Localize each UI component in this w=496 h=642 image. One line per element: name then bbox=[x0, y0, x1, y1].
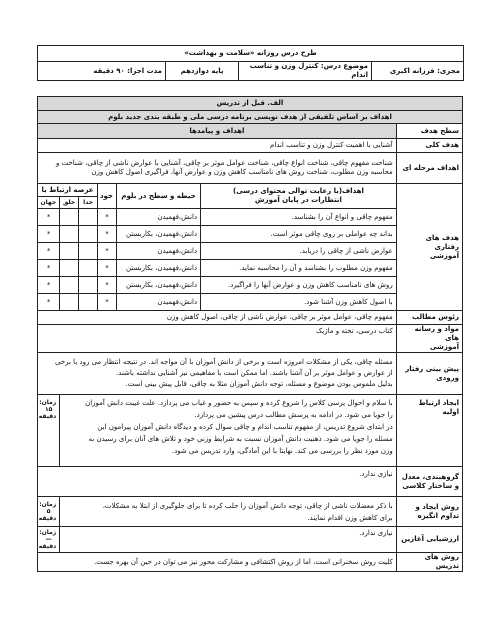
objective-god-mark bbox=[79, 294, 98, 311]
objective-domain: دانش،فهمیدن bbox=[116, 243, 200, 260]
general-goal-label: هدف کلی bbox=[396, 139, 462, 153]
section-a-title: الف. قبل از تدریس bbox=[38, 97, 463, 111]
motivation-time bbox=[38, 497, 60, 527]
objective-self-mark: * bbox=[98, 209, 117, 226]
objective-world-mark: * bbox=[38, 294, 60, 311]
objective-world-mark: * bbox=[38, 277, 60, 294]
relation-header: عرصه ارتباط با bbox=[38, 184, 98, 197]
objectives-header bbox=[201, 184, 397, 209]
motivation-line: برای کاهش وزن اقدام نمایند. bbox=[307, 513, 393, 522]
objective-creation-mark bbox=[60, 209, 79, 226]
prediction-line: مسئله چاقی، یکی از مشکلات امروزه است و برخی از دانش آموزان با آن مواجه اند. در نتیجه انتظار می رود با برخی bbox=[54, 358, 393, 366]
objective-creation-mark bbox=[60, 243, 79, 260]
topics-text: مفهوم چاقی، عوامل موثر بر چاقی، عوارض ناشی از چاقی، اصول کاهش وزن bbox=[38, 311, 397, 325]
rapport-line: وزن مورد نظر را بررسی می کند. نهایتا با این آمادگی، وارد تدریس می شود. bbox=[171, 447, 393, 455]
grouping-text: نیازی ندارد. bbox=[38, 467, 397, 497]
behavioral-label-line: هدف های رفتاری bbox=[425, 233, 459, 251]
lesson-subject: موضوع درس: کنترل وزن و تناسب اندام bbox=[239, 62, 372, 81]
plan-title: طرح درس روزانه «سلامت و بهداشت» bbox=[38, 46, 464, 62]
objective-domain: دانش،فهمیدن bbox=[116, 209, 200, 226]
behavioral-goals-label bbox=[396, 184, 462, 311]
objective-text: مفهوم وزن مطلوب را بشناسد و آن را محاسبه نماید. bbox=[201, 260, 397, 277]
objective-text: با اصول کاهش وزن آشنا شود. bbox=[201, 294, 397, 311]
teaching-methods-label: روش های تدریس bbox=[396, 553, 462, 572]
motivation-label-line: تداوم انگیزه bbox=[417, 511, 459, 520]
time-value: — دقیقه bbox=[38, 536, 57, 550]
objective-self-mark: * bbox=[98, 277, 117, 294]
prediction-label-line: پیش بینی رفتار bbox=[405, 364, 459, 373]
topics-label: رئوس مطالب bbox=[396, 311, 462, 325]
teaching-methods-text: کلیت روش سخنرانی است، اما از روش اکتشافی و مشارکت محور نیز می توان در حین آن بهره جست. bbox=[38, 553, 397, 572]
creation-header: خلق bbox=[60, 197, 79, 209]
level-label: سطح هدف bbox=[396, 124, 462, 139]
presenter-name: مجری: فرزانه اکبری bbox=[372, 62, 464, 81]
objective-text: عوارض ناشی از چاقی را دریابد. bbox=[201, 243, 397, 260]
rapport-line: را جویا می شود. در ادامه به پرسش مطالب درس پیشین می پردازد. bbox=[194, 411, 393, 419]
prediction-text bbox=[38, 353, 397, 395]
objective-text: مفهوم چاقی و انواع آن را بشناسد. bbox=[201, 209, 397, 226]
rapport-time bbox=[38, 395, 60, 467]
rapport-line: در ابتدای شروع تدریس، از مفهوم تناسب اندام و چاقی سوال کرده و دیدگاه دانش آموزان پیرامون این bbox=[97, 423, 393, 431]
rapport-line: مسئله را جویا می شود. ذهنیت دانش آموزان نسبت به شرایط وزنی خود و تلاش های آنان برای رسیدن به bbox=[88, 435, 393, 443]
objective-self-mark: * bbox=[98, 294, 117, 311]
motivation-text bbox=[60, 497, 397, 527]
grade-level: پایه دوازدهم bbox=[166, 62, 239, 81]
section-a-subtitle: اهداف بر اساس تلفیقی از هدف نویسی برنامه درسی ملی و طبقه بندی جدید بلوم bbox=[38, 111, 463, 124]
objective-world-mark: * bbox=[38, 260, 60, 277]
domain-header: حیطه و سطح در بلوم bbox=[116, 184, 200, 209]
objective-world-mark: * bbox=[38, 226, 60, 243]
objective-god-mark bbox=[79, 209, 98, 226]
objectives-header-line: اهداف(با رعایت توالی محتوای درسی) bbox=[233, 187, 364, 195]
objective-self-mark: * bbox=[98, 243, 117, 260]
time-value: ۱۵ دقیقه bbox=[38, 406, 57, 420]
materials-label-line: آموزشی bbox=[429, 343, 459, 351]
rapport-text bbox=[60, 395, 397, 467]
objective-domain: دانش،فهمیدن، بکاربستن bbox=[116, 260, 200, 277]
header-table bbox=[37, 45, 464, 81]
grouping-label bbox=[396, 467, 462, 497]
main-table bbox=[37, 96, 463, 572]
self-header: خود bbox=[98, 184, 117, 209]
prediction-label-line: ورودی bbox=[436, 373, 459, 382]
objective-text: بداند چه عواملی بر روی چاقی موثر است. bbox=[201, 226, 397, 243]
world-header: جهان bbox=[38, 197, 60, 209]
objective-self-mark: * bbox=[98, 260, 117, 277]
objective-text: روش های نامناسب کاهش وزن و عوارض آنها را فراگیرد. bbox=[201, 277, 397, 294]
objective-domain: دانش،فهمیدن bbox=[116, 294, 200, 311]
god-header: خدا bbox=[79, 197, 98, 209]
objective-creation-mark bbox=[60, 277, 79, 294]
prediction-line: بدلیل ملموس بودن موضوع و مسئله، توجه دانش آموزان مثلا به چاقی، قابل پیش بینی است. bbox=[125, 380, 393, 388]
time-label: زمان: bbox=[39, 501, 57, 508]
objective-world-mark: * bbox=[38, 243, 60, 260]
lesson-duration: مدت اجرا: ۹۰ دقیقه bbox=[38, 62, 166, 81]
objective-creation-mark bbox=[60, 294, 79, 311]
prediction-label bbox=[396, 353, 462, 395]
objectives-header-line: انتظارات در پایان آموزش bbox=[254, 196, 342, 204]
prediction-line: از عوارض و عوامل موثر بر آن آشنا باشند. اما ممکن است با مفاهیمی نیز آشنایی نداشته باشند. bbox=[116, 369, 393, 377]
objective-god-mark bbox=[79, 260, 98, 277]
objective-god-mark bbox=[79, 226, 98, 243]
motivation-label bbox=[396, 497, 462, 527]
materials-label-line: مواد و رسانه های bbox=[414, 325, 459, 342]
initial-eval-label: ارزشیابی آغازین bbox=[396, 527, 462, 553]
stage-goals-label: اهداف مرحله ای bbox=[396, 153, 462, 184]
objective-domain: دانش،فهمیدن، بکاربستن bbox=[116, 277, 200, 294]
motivation-line: با ذکر معضلات ناشی از چاقی، توجه دانش آموزان را جلب کرده تا برای جلوگیری از ابتلا به مشکلات، bbox=[102, 501, 393, 510]
time-label: زمان: bbox=[39, 399, 57, 406]
objective-domain: دانش،فهمیدن، بکاربستن bbox=[116, 226, 200, 243]
stage-goals-text bbox=[38, 153, 397, 184]
objective-self-mark: * bbox=[98, 226, 117, 243]
motivation-label-line: روش ایجاد و bbox=[415, 502, 459, 511]
grouping-label-line: و ساختار کلاسی bbox=[402, 481, 459, 490]
stage-goals-line: محاسبه وزن مطلوب، شناخت روش های نامناسب کاهش وزن و عوارض آنها، فراگیری اصول کاهش وزن bbox=[91, 168, 393, 176]
objective-creation-mark bbox=[60, 226, 79, 243]
initial-eval-time bbox=[38, 527, 60, 553]
general-goal-text: آشنایی با اهمیت کنترل وزن و تناسب اندام bbox=[38, 139, 397, 153]
time-value: ۵ دقیقه bbox=[38, 508, 57, 522]
rapport-line: با سلام و احوال پرسی کلاس را شروع کرده و سپس به حضور و غیاب می پردازد. علت غیبت دانش آموزان bbox=[85, 399, 393, 407]
objective-creation-mark bbox=[60, 260, 79, 277]
objective-world-mark: * bbox=[38, 209, 60, 226]
materials-label bbox=[396, 325, 462, 353]
time-label: زمان: bbox=[39, 529, 57, 536]
objective-god-mark bbox=[79, 243, 98, 260]
goals-header: اهداف و پیامدها bbox=[38, 124, 397, 139]
initial-eval-text: نیازی ندارد. bbox=[60, 527, 397, 553]
objective-god-mark bbox=[79, 277, 98, 294]
stage-goals-line: شناخت مفهوم چاقی، شناخت انواع چاقی، شناخت عوامل موثر بر چاقی، آشنایی با عوارض ناشی از چاقی، شناخت و bbox=[55, 159, 393, 167]
behavioral-label-line: آموزشی bbox=[429, 251, 459, 260]
materials-text: کتاب درسی، تخته و ماژیک bbox=[38, 325, 397, 353]
rapport-label: ایجاد ارتباط اولیه bbox=[396, 395, 462, 467]
grouping-label-line: گروهبندی، معدل bbox=[401, 472, 459, 481]
